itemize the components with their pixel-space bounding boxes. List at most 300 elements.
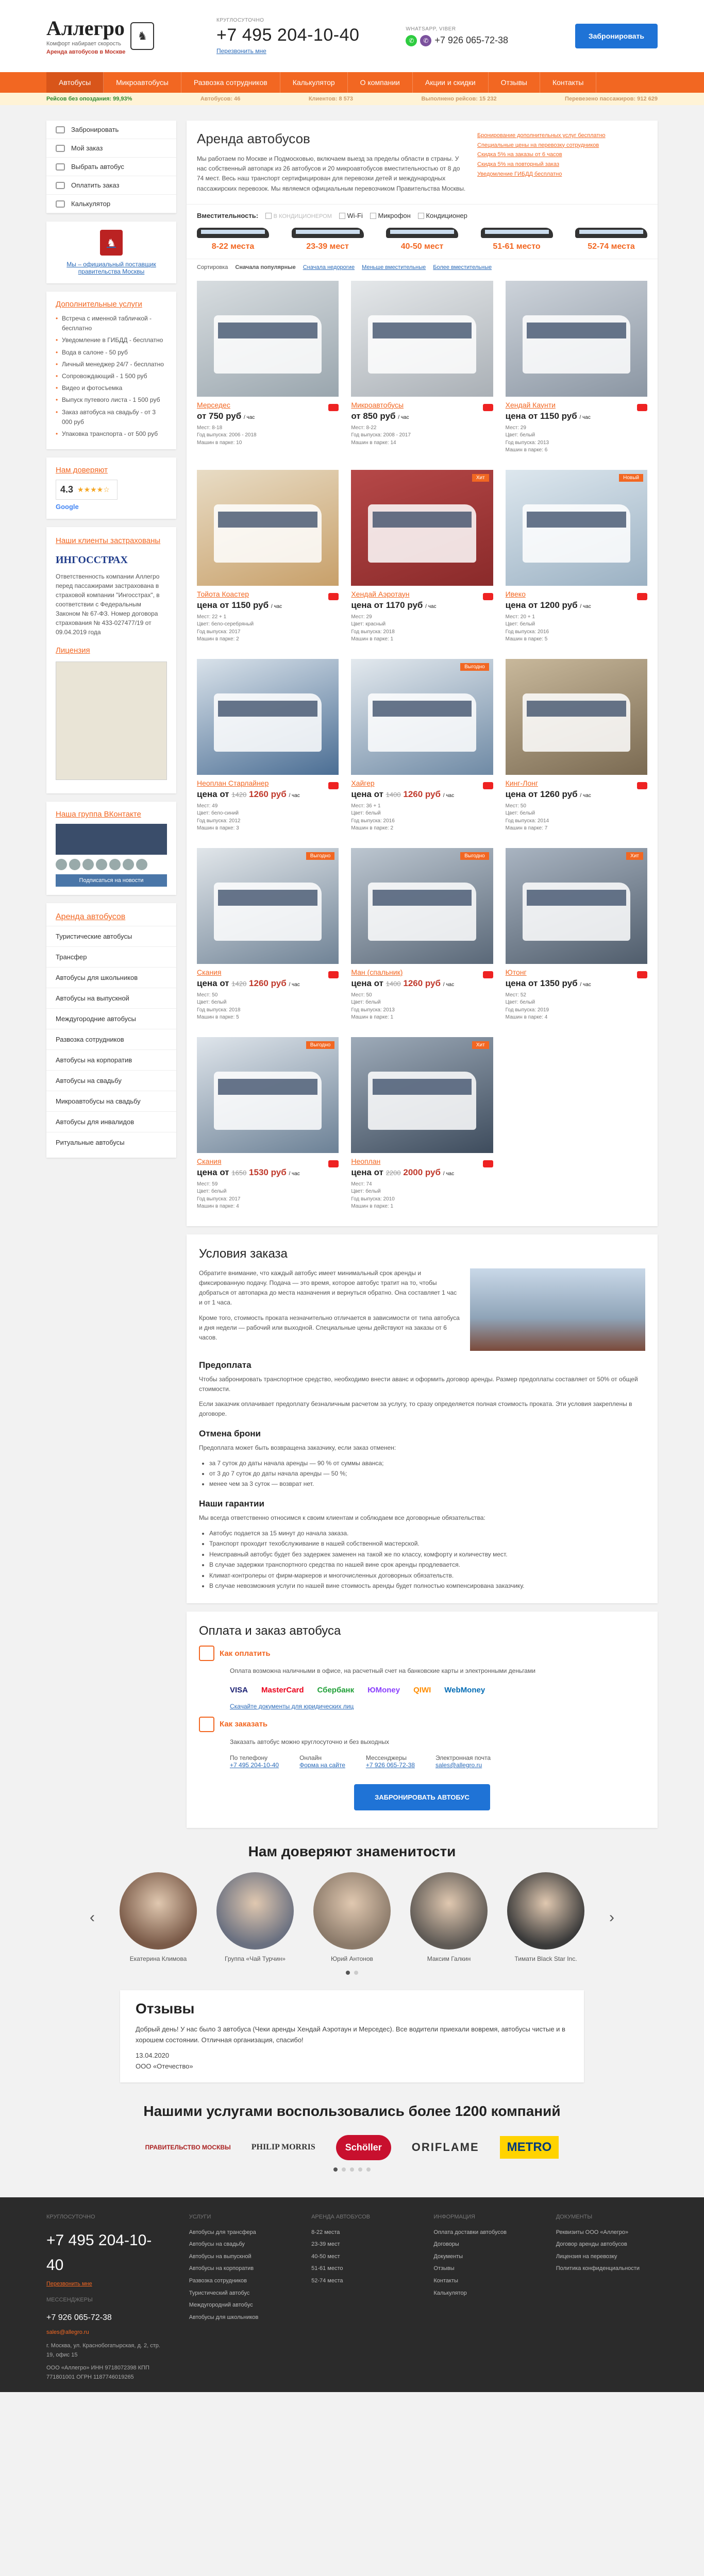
bus-price-line [506,789,647,800]
bus-type-item[interactable]: Автобусы для инвалидов [46,1111,176,1132]
bus-photo[interactable] [197,281,339,397]
filter-ac[interactable]: Кондиционер [418,212,467,219]
sort-popular[interactable]: Сначала популярные [235,264,296,270]
footer-col4 [433,2228,535,2298]
order-way-value[interactable]: Форма на сайте [299,1761,345,1769]
celeb-card [505,1872,587,1963]
messenger-label: WHATSAPP, VIBER [406,26,456,32]
bus-photo[interactable] [197,848,339,964]
sort-label: Сортировка [197,264,228,270]
bus-price: цена от 1200 руб [505,600,578,610]
order-way-label: Электронная почта [435,1754,491,1761]
header-phone[interactable]: +7 495 204-10-40 [216,25,360,45]
main-nav [0,72,704,93]
footer-col2-title: УСЛУГИ [189,2213,211,2220]
bus-photo[interactable] [197,470,339,586]
arrow-right-icon[interactable]: › [609,1909,614,1926]
intro [187,121,658,204]
bus-card[interactable] [351,659,493,833]
stat-clients: Клиентов: 8 573 [308,96,354,102]
bus-card[interactable] [197,659,339,833]
book-bus-button[interactable]: ЗАБРОНИРОВАТЬ АВТОБУС [354,1784,490,1810]
footer-link[interactable]: Оплата доставки автобусов [433,2229,507,2235]
bus-card[interactable] [506,470,647,643]
capacity-cat-label: 23-39 мест [306,242,349,251]
partner-metro: METRO [500,2136,559,2159]
bus-type-item[interactable]: Автобусы на выпускной [46,988,176,1008]
footer-link[interactable]: 40-50 мест [311,2253,340,2260]
bus-badge: Выгодно [460,663,489,671]
bus-name[interactable]: Мерседес [197,400,230,409]
guarantee-title: Наши гарантии [199,1498,264,1509]
bus-card[interactable] [506,848,647,1022]
bus-price-line [506,411,647,421]
bus-photo[interactable] [351,281,493,397]
moscow-emblem-icon: ♞ [130,22,154,50]
bus-card[interactable] [197,470,339,643]
bus-badge: Хит [472,474,489,482]
gov-supplier[interactable] [46,222,176,283]
youtube-icon[interactable] [483,404,493,411]
nav-item-promo[interactable]: Акции и скидки [413,72,489,93]
bus-type-item[interactable]: Ритуальные автобусы [46,1132,176,1153]
book-button[interactable]: Забронировать [575,24,658,48]
footer-link[interactable]: Договоры [433,2241,459,2248]
bus-price-line [197,411,339,421]
footer-link[interactable]: Автобусы на выпускной [189,2253,252,2260]
payment-title: Оплата и заказ автобуса [199,1624,341,1638]
bus-price: 1260 руб [403,789,441,799]
footer-link[interactable]: Туристический автобус [189,2290,250,2296]
bus-price-line [506,600,647,611]
sidebar-item-pay[interactable] [46,176,176,195]
bus-grid [187,276,658,1226]
bus-name[interactable]: Тойота Коастер [197,589,249,598]
rating-value: 4.3 [60,484,74,495]
bus-old-price: 2200 [385,1168,401,1177]
partners-dots[interactable] [0,2167,704,2172]
bus-price-unit: / час [289,1171,300,1177]
cancel-item: • от 3 до 7 суток до даты начала аренды — 50 %; [209,1468,645,1479]
license-title: Лицензия [56,646,90,655]
services-list [56,314,167,439]
bus-old-price: 1420 [231,979,247,988]
bus-price-unit: / час [289,792,300,799]
bus-name[interactable]: Скания [197,1157,222,1165]
reviews-widget [46,457,176,519]
promo-link[interactable]: Скидка 5% на повторный заказ [477,161,560,168]
bus-name[interactable]: Ивеко [505,589,526,598]
footer-link[interactable]: Автобусы на корпоратив [189,2265,254,2272]
insurance-title: Наши клиенты застрахованы [56,536,161,546]
ingosstrakh-logo: ИНГОССТРАХ [56,554,128,566]
partner-scholler: Schöller [336,2135,391,2160]
footer-messenger[interactable]: +7 926 065-72-38 [46,2313,112,2322]
bus-name[interactable]: Ютонг [505,968,527,976]
bus-photo[interactable] [351,848,493,964]
order-way-value[interactable]: +7 926 065-72-38 [365,1761,415,1769]
bus-price-unit: / час [580,981,591,988]
sort-large[interactable]: Более вместительные [433,264,492,270]
terms-section [187,1234,658,1604]
order-way-label: Онлайн [299,1754,322,1761]
bus-types-title[interactable]: Аренда автобусов [56,912,126,922]
guarantee-intro: Мы всегда ответственно относимся к своим клиентам и соблюдаем все договорные обязательства: [199,1514,485,1521]
nav-item-staff[interactable]: Развозка сотрудников [181,72,280,93]
bus-price: цена от 1260 руб [505,789,578,799]
review-text: Добрый день! У нас было 3 автобуса (Чеки аренды Хендай Аэротаун и Мерседес). Все водители приехали вовремя, автобусы чистые и в хорошем состоянии. Отличная организация, спасибо! [136,2025,565,2044]
youtube-icon[interactable] [637,782,647,789]
bus-icon [56,163,65,171]
footer-link[interactable]: Автобусы для трансфера [189,2229,256,2235]
nav-item-buses[interactable]: Автобусы [46,72,104,93]
bus-type-item[interactable]: Трансфер [46,946,176,967]
bus-price: 1260 руб [249,789,287,799]
bus-name[interactable]: Неоплан [351,1157,381,1165]
bus-card[interactable] [351,470,493,643]
promo-link[interactable]: Скидка 5% на заказы от 6 часов [477,151,562,158]
guarantee-item: • Климат-контролеры от фирм-маркеров и многочисленных договорных обязательств. [209,1570,645,1581]
celeb-avatar [507,1872,584,1950]
bus-window-shape [527,701,626,717]
nav-item-about[interactable]: О компании [348,72,413,93]
bus-specs: Мест: 59 Цвет: белый Год выпуска: 2017 Машин в парке: 4 [197,1181,241,1210]
bus-type-item[interactable]: Автобусы для школьников [46,967,176,988]
bus-card[interactable] [197,281,339,454]
bus-photo[interactable] [506,659,647,775]
bus-price-unit: / час [398,414,409,420]
bus-price-unit: / час [443,981,455,988]
bus-specs: Мест: 74 Цвет: белый Год выпуска: 2010 Машин в парке: 1 [351,1181,395,1210]
bus-silhouette-icon [575,225,647,242]
footer-link[interactable]: Автобусы для школьников [189,2314,259,2320]
cancel-title: Отмена брони [199,1428,261,1438]
footer-address: г. Москва, ул. Краснобогатырская, д. 2, стр. 19, офис 15 [46,2342,160,2358]
capacity-cat[interactable] [197,225,269,251]
bus-card[interactable] [197,848,339,1022]
bus-badge: Выгодно [460,852,489,860]
footer-link[interactable]: Политика конфиденциальности [556,2265,640,2272]
stars-icon: ★★★★☆ [77,485,110,494]
bus-name[interactable]: Микроавтобусы [351,400,404,409]
order-way-value[interactable]: sales@allegro.ru [435,1761,482,1769]
bus-price-unit: / час [289,981,300,988]
footer-link[interactable]: Междугородний автобус [189,2302,253,2309]
footer-link[interactable]: Отзывы [433,2265,455,2272]
footer-phone[interactable]: +7 495 204-10-40 [46,2231,152,2274]
nav-item-contacts[interactable]: Контакты [540,72,596,93]
capacity-label: Вместительность: [197,211,259,219]
prepay-p2: Если заказчик оплачивает предоплату безналичным расчетом за услугу, то сразу определяется полная стоимость проката. Эти условия закреплены в договоре. [199,1400,632,1418]
arrow-left-icon[interactable]: ‹ [90,1909,95,1926]
stat-buses: Автобусов: 46 [200,96,241,102]
filter-opt-0[interactable]: В КОНДИЦИОНЕРОМ [265,212,332,219]
bus-type-item[interactable]: Автобусы на свадьбу [46,1070,176,1091]
celeb-card [408,1872,490,1963]
youtube-icon[interactable] [637,593,647,600]
bus-silhouette-icon [386,225,458,242]
bus-name[interactable]: Скания [197,968,222,976]
footer-link[interactable]: Автобусы на свадьбу [189,2241,245,2248]
footer-link[interactable]: Развозка сотрудников [189,2277,247,2284]
bus-window-shape [218,890,317,906]
footer-link[interactable]: 52-74 места [311,2277,343,2284]
capacity-cat[interactable] [386,225,458,251]
reviews-section [120,1990,584,2082]
filter-wifi[interactable]: Wi-Fi [339,212,363,219]
celeb-card [117,1872,199,1963]
youtube-icon[interactable] [637,404,647,411]
partner-gov: ПРАВИТЕЛЬСТВО МОСКВЫ [145,2144,231,2151]
bus-name[interactable]: Хендай Аэротаун [351,589,410,598]
bus-price: 1530 руб [249,1167,287,1177]
stat-ontime: Рейсов без опоздания: 99,93% [46,96,132,102]
reviews-section-title: Отзывы [136,2000,195,2016]
bus-photo[interactable] [506,281,647,397]
service-item: • Личный менеджер 24/7 - бесплатно [56,360,167,369]
bus-price-unit: / час [580,603,591,609]
capacity-cat-label: 8-22 места [211,242,255,251]
bus-name[interactable]: Кинг-Лонг [505,778,538,787]
footer-msg-label: МЕССЕНДЖЕРЫ [46,2297,93,2303]
celebs-carousel [0,1872,704,1963]
bus-specs: Мест: 50 Цвет: белый Год выпуска: 2013 Машин в парке: 1 [351,992,395,1021]
bus-price-line: цена от 1400 1260 руб / час [351,789,455,799]
bus-window-shape [218,512,317,528]
bus-price-unit: / час [243,414,255,420]
messenger-block [406,26,508,46]
payment-section [187,1612,658,1828]
bus-card[interactable] [197,1037,339,1211]
nav-item-reviews[interactable]: Отзывы [489,72,540,93]
bus-window-shape [373,323,472,339]
footer-link[interactable]: 51-61 место [311,2265,343,2272]
bus-card[interactable] [506,281,647,454]
stat-passengers: Перевезено пассажиров: 912 629 [565,96,658,102]
nav-item-minibuses[interactable]: Микроавтобусы [104,72,181,93]
bus-card[interactable] [351,281,493,454]
capacity-cat-label: 51-61 место [493,242,541,251]
youtube-icon[interactable] [483,782,493,789]
bus-type-item[interactable]: Туристические автобусы [46,926,176,946]
bus-specs: Мест: 20 + 1 Цвет: белый Год выпуска: 2016 Машин в парке: 5 [505,614,549,642]
youtube-icon[interactable] [483,593,493,600]
order-text: Заказать автобус можно круглосуточно и без выходных [230,1738,389,1745]
celebs-dots[interactable] [0,1971,704,1975]
header [0,0,704,72]
promo-link[interactable]: Специальные цены на перевозку сотрудников [477,142,599,148]
stats-ticker [0,93,704,105]
google-rating[interactable] [56,480,118,500]
youtube-icon[interactable] [328,593,339,600]
bus-name[interactable]: Неоплан Старлайнер [197,778,269,787]
sidebar-item-book[interactable] [46,121,176,139]
footer-link[interactable]: Контакты [433,2277,458,2284]
terms-title: Условия заказа [199,1246,288,1261]
guarantee-item: • Транспорт проходит техобслуживание в нашей собственной мастерской. [209,1538,645,1549]
footer-link[interactable]: Документы [433,2253,463,2260]
bus-type-item[interactable]: Развозка сотрудников [46,1029,176,1049]
partners-section [0,2082,704,2182]
bus-price-unit: / час [271,603,282,609]
bus-name[interactable]: Хендай Каунти [505,400,556,409]
sort-cheap[interactable]: Сначала недорогие [303,264,355,270]
order-way [366,1754,415,1769]
bus-type-item[interactable]: Автобусы на корпоратив [46,1049,176,1070]
logo-tagline-red: Аренда автобусов в Москве [46,48,126,55]
bus-specs: Мест: 49 Цвет: бело-синий Год выпуска: 2012 Машин в парке: 3 [197,803,241,832]
footer-col5 [556,2228,658,2274]
bus-price-unit: / час [425,603,437,609]
youtube-icon[interactable] [328,971,339,978]
nav-item-calculator[interactable]: Калькулятор [280,72,348,93]
footer-link[interactable]: Договор аренды автобусов [556,2241,627,2248]
bus-window-shape [373,512,472,528]
sidebar-item-label: Калькулятор [71,200,111,208]
footer-legal: ООО «Аллегро» ИНН 9718072398 КПП 771801001 ОГРН 1187746019265 [46,2365,149,2380]
footer-email[interactable]: sales@allegro.ru [46,2329,89,2336]
footer-link[interactable]: Реквизиты ООО «Аллегро» [556,2229,629,2235]
footer-link[interactable]: Калькулятор [433,2290,467,2296]
order-way [435,1754,491,1769]
bus-window-shape [373,701,472,717]
license-image[interactable] [56,662,167,780]
bus-price-line: цена от 1400 1260 руб / час [351,978,455,988]
logo[interactable] [46,16,201,56]
order-way-label: Мессенджеры [365,1754,407,1761]
bus-photo[interactable] [506,848,647,964]
visa-logo: VISA [230,1685,248,1694]
service-item: • Встреча с именной табличкой - бесплатно [56,314,167,333]
bus-window-shape [218,1079,317,1095]
bus-price-line: цена от 1420 1260 руб / час [197,789,300,799]
bus-type-item[interactable]: Междугородние автобусы [46,1008,176,1029]
celeb-name: Максим Галкин [427,1955,471,1962]
youtube-icon[interactable] [483,1160,493,1167]
bus-photo[interactable] [197,1037,339,1153]
youtube-icon[interactable] [483,971,493,978]
guarantee-item: • Автобус подается за 15 минут до начала заказа. [209,1528,645,1538]
bus-price: 1260 руб [249,978,287,988]
footer-link[interactable]: 8-22 места [311,2229,340,2235]
youtube-icon[interactable] [328,1160,339,1167]
catalog-card [187,121,658,1226]
bus-card[interactable] [506,659,647,833]
bus-old-price: 1650 [231,1168,247,1177]
logo-tagline: Комфорт набирает скорость [46,41,122,47]
footer-link[interactable]: Лицензия на перевозку [556,2253,617,2260]
celeb-avatar [410,1872,488,1950]
callback-link[interactable]: Перезвонить мне [216,47,266,55]
bus-specs: Мест: 8-18 Год выпуска: 2006 - 2018 Машин в парке: 10 [197,425,257,446]
cancel-item: • за 7 суток до даты начала аренды — 90 % от суммы аванса; [209,1458,645,1468]
cancel-item: • менее чем за 3 суток — возврат нет. [209,1479,645,1489]
celeb-card [214,1872,296,1963]
bus-photo[interactable] [506,470,647,586]
bus-window-shape [218,323,317,339]
youtube-icon[interactable] [637,971,647,978]
order-way-label: По телефону [230,1754,268,1761]
youtube-icon[interactable] [328,404,339,411]
bus-name[interactable]: Хайгер [351,778,375,787]
footer-col3 [311,2228,413,2286]
service-item: • Выпуск путевого листа - 1 500 руб [56,395,167,405]
prepay-title: Предоплата [199,1360,252,1370]
order-way-value[interactable]: +7 495 204-10-40 [230,1761,279,1769]
capacity-cat[interactable] [481,225,553,251]
pay-docs-link[interactable]: Скачайте документы для юридических лиц [230,1702,354,1710]
service-item: • Упаковка транспорта - от 500 руб [56,429,167,439]
capacity-filter [187,204,658,259]
webmoney-logo: WebMoney [444,1685,485,1694]
bus-photo[interactable] [351,659,493,775]
mastercard-logo: MasterCard [261,1685,304,1694]
whatsapp-icon: ✆ [406,35,417,46]
partner-oriflame: ORIFLAME [411,2141,479,2154]
bus-price-line: цена от 1650 1530 руб / час [197,1167,300,1177]
bus-card[interactable] [351,1037,493,1211]
guarantee-item: • В случае задержки транспортного средства по нашей вине срок аренды продлевается. [209,1560,645,1570]
capacity-cat[interactable] [575,225,647,251]
viber-icon: ✆ [420,35,431,46]
order-way [299,1754,345,1769]
bus-price-unit: / час [443,792,455,799]
whatsapp-link[interactable] [406,35,508,46]
filter-mic[interactable]: Микрофон [370,212,411,219]
capacity-cat-label: 52-74 места [588,242,635,251]
bus-old-price: 1420 [231,790,247,799]
bus-card[interactable] [351,848,493,1022]
vk-cover [56,824,167,855]
youtube-icon[interactable] [328,782,339,789]
partners-title: Нашими услугами воспользовались более 1200 компаний [143,2103,561,2119]
bus-price: цена от 1170 руб [351,600,423,610]
sidebar-item-my-order[interactable] [46,139,176,158]
sort-small[interactable]: Меньше вместительные [362,264,426,270]
bus-types-list [46,926,176,1153]
calculator-icon [56,200,65,208]
insurance-text: Ответственность компании Аллегро перед пассажирами застрахована в страховой компании "Ингосстрах", в соответствии с Федеральным Законом № 67-ФЗ. Номер договора страхования № 433-027477/19 от 09.04.2019 года [56,572,160,636]
bus-photo[interactable] [351,1037,493,1153]
footer-callback[interactable]: Перезвонить мне [46,2280,92,2287]
sidebar-item-calc[interactable] [46,195,176,213]
gov-text: Мы – официальный поставщик правительства Москвы [66,261,156,275]
capacity-cat[interactable] [292,225,364,251]
bus-type-item[interactable]: Микроавтобусы на свадьбу [46,1091,176,1111]
promo-links [477,131,647,194]
services-title[interactable]: Дополнительные услуги [56,300,142,309]
footer-col4-title: ИНФОРМАЦИЯ [433,2213,475,2220]
promo-link[interactable]: Бронирование дополнительных услуг бесплатно [477,132,606,139]
service-item: • Сопровождающий - 1 500 руб [56,371,167,381]
bus-photo[interactable] [351,470,493,586]
bus-photo[interactable] [197,659,339,775]
moscow-seal-icon: ♞ [100,230,123,256]
footer-link[interactable]: 23-39 мест [311,2241,340,2248]
sidebar-item-choose[interactable] [46,158,176,176]
bus-badge: Новый [619,474,643,482]
vk-subscribe-button[interactable]: Подписаться на новости [56,874,167,887]
bus-window-shape [218,701,317,717]
insurance-block [46,527,176,793]
wallet-icon [199,1646,214,1661]
bus-badge: Хит [626,852,643,860]
bus-badge: Выгодно [306,852,335,860]
calendar-icon [56,126,65,133]
promo-link[interactable]: Уведомление ГИБДД бесплатно [477,171,562,177]
sidebar-item-label: Забронировать [71,126,119,133]
bus-name[interactable]: Ман (спальник) [351,968,403,976]
